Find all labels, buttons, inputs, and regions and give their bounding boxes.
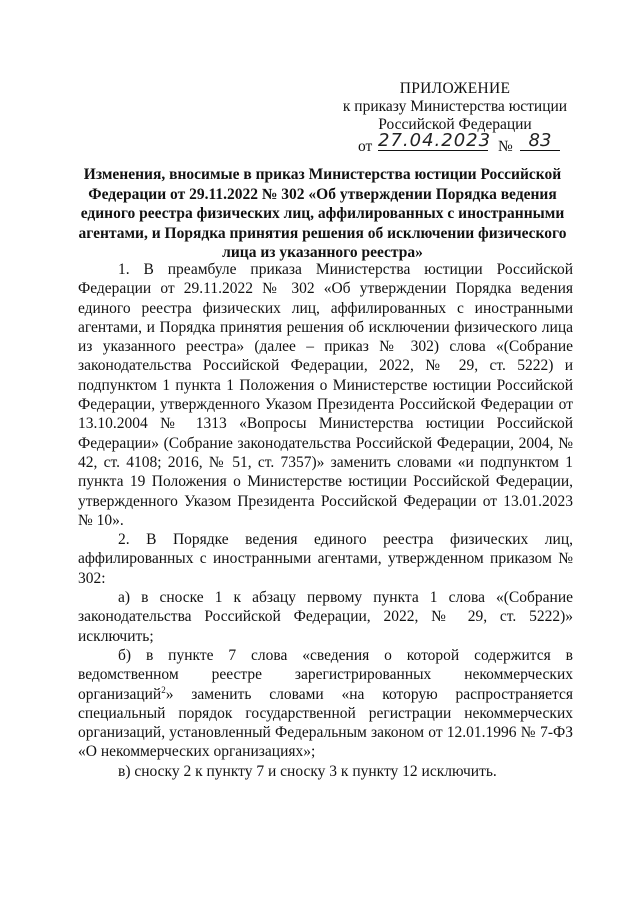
document-body	[78, 260, 573, 781]
number-prefix: №	[498, 138, 513, 155]
paragraph-2c: в) сноску 2 к пункту 7 и сноску 3 к пункту 12 исключить.	[118, 762, 497, 780]
appendix-line-1: к приказу Министерства юстиции	[342, 98, 568, 115]
appendix-line-2: Российской Федерации	[378, 116, 532, 133]
paragraph-2b-end: » заменить словами «на которую распространяется специальный порядок государственной регистрации некоммерческих организаций, установленный Федеральным законом от 12.01.1996 № 7-ФЗ «О некоммерческих организациях»;	[78, 685, 573, 761]
order-date: 27.04.2023	[378, 130, 492, 151]
order-reference	[330, 130, 580, 156]
appendix-block	[330, 80, 580, 156]
paragraph-2b-start: б) в пункте 7 слова «сведения о которой содержится в ведомственном реестре зарегистрированных некоммерческих организаций	[78, 646, 573, 703]
date-prefix: от	[358, 138, 373, 155]
appendix-title: ПРИЛОЖЕНИЕ	[399, 80, 511, 97]
paragraph-2: 2. В Порядке ведения единого реестра физических лиц, аффилированных с иностранными агентами, утвержденном приказом № 302:	[78, 531, 573, 587]
footnote-marker: 2	[161, 684, 166, 695]
order-number: 83	[520, 132, 560, 151]
paragraph-2a: а) в сноске 1 к абзацу первому пункта 1 слова «(Собрание законодательства Российской Федерации, 2022, № 29, ст. 5222)» исключить;	[78, 589, 573, 645]
paragraph-1: 1. В преамбуле приказа Министерства юстиции Российской Федерации от 29.11.2022 № 302 «Об утверждении Порядка ведения единого реестра физических лиц, аффилированных с иностранными агентами, и Порядка принятия решения об исключении физического лица из указанного реестра» (далее – приказ № 302) слова «(Собрание законодательства Российской Федерации, 2022, № 29, ст. 5222) и подпунктом 1 пункта 1 Положения о Министерстве юстиции Российской Федерации, утвержденного Указом Президента Российской Федерации от 13.10.2004 № 1313 «Вопросы Министерства юстиции Российской Федерации» (Собрание законодательства Российской Федерации, 2004, № 42, ст. 4108; 2016, № 51, ст. 7357)» заменить словами «и подпунктом 1 пункта 19 Положения о Министерстве юстиции Российской Федерации, утвержденного Указом Президента Российской Федерации от 13.01.2023 № 10».	[78, 261, 573, 529]
paragraph-2b	[78, 646, 573, 762]
document-heading: Изменения, вносимые в приказ Министерства юстиции Российской Федерации от 29.11.2022 № 302 «Об утверждении Порядка ведения единого реестра физических лиц, аффилированных с иностранными агентами, и Порядка принятия решения об исключении физического лица из указанного реестра»	[78, 166, 567, 261]
